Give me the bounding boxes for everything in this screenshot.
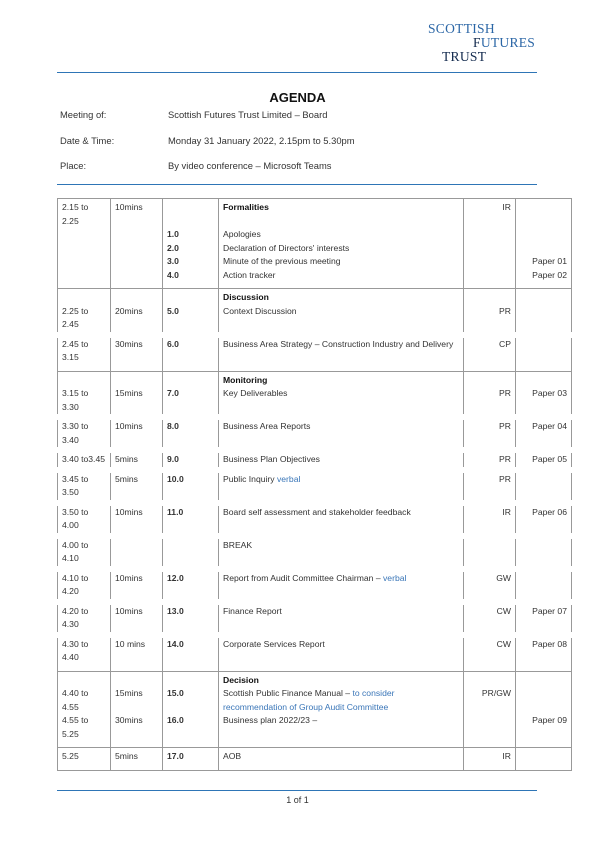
item-text: Scottish Public Finance Manual – xyxy=(223,688,353,698)
time-cell: 3.30 to 3.40 xyxy=(58,420,111,447)
agenda-table xyxy=(57,198,572,771)
presenter-cell: PR xyxy=(464,420,516,447)
presenter-cell: PR xyxy=(464,453,516,467)
agenda-row-item-6 xyxy=(58,338,572,372)
section-title-formalities: Formalities xyxy=(219,199,464,229)
date-label: Date & Time: xyxy=(60,135,115,146)
presenter-cell: IR xyxy=(464,748,516,771)
item-text-cell xyxy=(219,473,464,500)
presenter-cell: CP xyxy=(464,338,516,372)
item-note-verbal: verbal xyxy=(276,473,301,484)
agenda-row-item-16 xyxy=(58,714,572,748)
item-text: Public Inquiry xyxy=(223,473,277,484)
agenda-row-item-1 xyxy=(58,228,572,242)
duration-cell: 10 mins xyxy=(111,638,163,672)
presenter-cell: IR xyxy=(464,506,516,533)
duration-cell: 10mins xyxy=(111,420,163,447)
duration-cell: 10mins xyxy=(111,572,163,599)
time-cell: 4.10 to 4.20 xyxy=(58,572,111,599)
item-number-cell xyxy=(163,199,219,229)
time-cell: 3.50 to 4.00 xyxy=(58,506,111,533)
time-cell: 2.25 to 2.45 xyxy=(58,305,111,332)
item-number: 2.0 xyxy=(163,242,219,256)
break-text: BREAK xyxy=(219,539,464,566)
presenter-cell: PR xyxy=(464,473,516,500)
duration-cell: 15mins xyxy=(111,387,163,414)
item-number: 8.0 xyxy=(163,420,219,447)
agenda-row-item-9 xyxy=(58,453,572,467)
item-number: 15.0 xyxy=(163,687,219,714)
agenda-row-decision xyxy=(58,671,572,687)
agenda-row-item-15 xyxy=(58,687,572,714)
agenda-row-item-11 xyxy=(58,506,572,533)
presenter-cell: IR xyxy=(464,199,516,229)
paper-cell xyxy=(516,199,572,229)
meeting-label: Meeting of: xyxy=(60,109,107,120)
paper-ref: Paper 04 xyxy=(516,420,572,447)
meeting-value: Scottish Futures Trust Limited – Board xyxy=(168,109,328,120)
item-text-cell xyxy=(219,687,464,714)
agenda-row-monitoring xyxy=(58,371,572,387)
agenda-row-item-5 xyxy=(58,305,572,332)
paper-ref: Paper 06 xyxy=(516,506,572,533)
duration-cell: 5mins xyxy=(111,453,163,467)
time-cell: 4.30 to 4.40 xyxy=(58,638,111,672)
duration-cell: 10mins xyxy=(111,506,163,533)
agenda-row-item-13 xyxy=(58,605,572,632)
item-text: Context Discussion xyxy=(219,305,464,332)
agenda-row-break xyxy=(58,539,572,566)
item-number: 9.0 xyxy=(163,453,219,467)
item-text: Business Plan Objectives xyxy=(219,453,464,467)
section-title-monitoring: Monitoring xyxy=(219,371,464,387)
item-text: Corporate Services Report xyxy=(219,638,464,672)
paper-ref: Paper 08 xyxy=(516,638,572,672)
agenda-row-item-3 xyxy=(58,255,572,269)
item-text: Action tracker xyxy=(219,269,464,289)
page-title: AGENDA xyxy=(269,90,326,105)
agenda-row-item-8 xyxy=(58,420,572,447)
agenda-row-item-4 xyxy=(58,269,572,289)
logo-line-trust: TRUST xyxy=(442,49,487,64)
footer-rule xyxy=(57,790,537,791)
item-text: AOB xyxy=(219,748,464,771)
logo-futures-rest: UTURES xyxy=(480,35,536,50)
time-cell: 3.15 to 3.30 xyxy=(58,387,111,414)
sft-logo xyxy=(420,22,550,64)
paper-ref: Paper 05 xyxy=(516,453,572,467)
item-text: Business plan 2022/23 – xyxy=(219,714,464,748)
header-rule xyxy=(57,72,537,73)
item-number: 17.0 xyxy=(163,748,219,771)
section-title-decision: Decision xyxy=(219,671,464,687)
item-number: 14.0 xyxy=(163,638,219,672)
item-number: 10.0 xyxy=(163,473,219,500)
item-number: 5.0 xyxy=(163,305,219,332)
duration-cell: 30mins xyxy=(111,714,163,748)
agenda-row-item-14 xyxy=(58,638,572,672)
paper-ref: Paper 03 xyxy=(516,387,572,414)
presenter-cell: GW xyxy=(464,572,516,599)
paper-ref xyxy=(516,228,572,242)
item-text: Apologies xyxy=(219,228,464,242)
item-text: Business Area Reports xyxy=(219,420,464,447)
agenda-row-item-17 xyxy=(58,748,572,771)
item-number: 1.0 xyxy=(163,228,219,242)
paper-ref: Paper 02 xyxy=(516,269,572,289)
item-text-cell xyxy=(219,572,464,599)
time-cell: 5.25 xyxy=(58,748,111,771)
item-number: 11.0 xyxy=(163,506,219,533)
item-number: 4.0 xyxy=(163,269,219,289)
time-cell: 3.45 to 3.50 xyxy=(58,473,111,500)
time-cell: 2.15 to 2.25 xyxy=(58,199,111,229)
agenda-row-discussion xyxy=(58,289,572,305)
place-value: By video conference – Microsoft Teams xyxy=(168,160,332,171)
duration-cell: 5mins xyxy=(111,473,163,500)
place-label: Place: xyxy=(60,160,87,171)
agenda-row-item-7 xyxy=(58,387,572,414)
item-text: Report from Audit Committee Chairman – xyxy=(223,572,383,583)
time-cell: 4.20 to 4.30 xyxy=(58,605,111,632)
agenda-row-item-10 xyxy=(58,473,572,500)
presenter-cell: CW xyxy=(464,605,516,632)
section-title-discussion: Discussion xyxy=(219,289,464,305)
logo-f-initial: F xyxy=(473,35,481,50)
paper-ref: Paper 09 xyxy=(516,714,572,748)
item-text: Board self assessment and stakeholder feedback xyxy=(219,506,464,533)
time-cell: 3.40 to3.45 xyxy=(58,453,111,467)
item-text: Finance Report xyxy=(219,605,464,632)
item-note-verbal: verbal xyxy=(383,572,407,583)
logo-line-scottish: SCOTTISH xyxy=(428,21,495,36)
presenter-cell: PR/GW xyxy=(464,687,516,714)
item-text: Business Area Strategy – Construction Industry and Delivery xyxy=(219,338,464,372)
presenter-cell: PR xyxy=(464,305,516,332)
presenter-cell: PR xyxy=(464,387,516,414)
time-cell: 2.45 to 3.15 xyxy=(58,338,111,372)
logo-line-futures xyxy=(420,36,550,50)
item-number: 12.0 xyxy=(163,572,219,599)
item-text: Key Deliverables xyxy=(219,387,464,414)
item-text: Declaration of Directors' interests xyxy=(219,242,464,256)
item-text: Minute of the previous meeting xyxy=(219,255,464,269)
item-number: 6.0 xyxy=(163,338,219,372)
time-cell: 4.55 to 5.25 xyxy=(58,714,111,748)
duration-cell: 20mins xyxy=(111,305,163,332)
item-number: 7.0 xyxy=(163,387,219,414)
presenter-cell: CW xyxy=(464,638,516,672)
duration-cell: 15mins xyxy=(111,687,163,714)
time-cell: 4.00 to 4.10 xyxy=(58,539,111,566)
item-number: 16.0 xyxy=(163,714,219,748)
duration-cell: 30mins xyxy=(111,338,163,372)
duration-cell: 5mins xyxy=(111,748,163,771)
agenda-row-item-2 xyxy=(58,242,572,256)
agenda-row-item-12 xyxy=(58,572,572,599)
paper-ref xyxy=(516,242,572,256)
paper-ref: Paper 01 xyxy=(516,255,572,269)
item-number: 13.0 xyxy=(163,605,219,632)
item-note-recommendation: to consider recommendation of Group Audit Committee xyxy=(223,688,395,712)
time-cell: 4.40 to 4.55 xyxy=(58,687,111,714)
agenda-row-formalities xyxy=(58,199,572,229)
duration-cell: 10mins xyxy=(111,605,163,632)
item-number: 3.0 xyxy=(163,255,219,269)
date-value: Monday 31 January 2022, 2.15pm to 5.30pm xyxy=(168,135,355,146)
duration-cell: 10mins xyxy=(111,199,163,229)
page-number: 1 of 1 xyxy=(286,795,309,805)
meta-rule xyxy=(57,184,537,185)
paper-ref: Paper 07 xyxy=(516,605,572,632)
